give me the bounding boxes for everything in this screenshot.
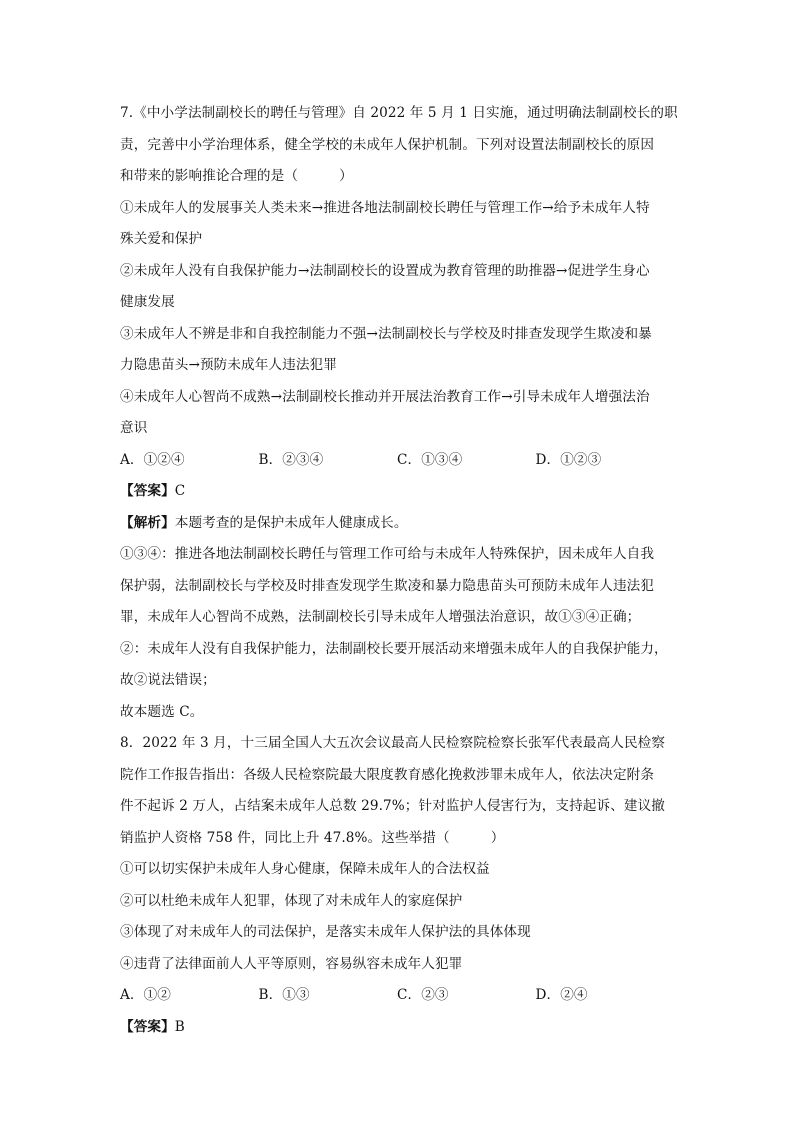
analysis-text-line: ②：未成年人没有自我保护能力，法制副校长要开展活动来增强未成年人的自我保护能力， <box>120 640 668 657</box>
analysis-text-line: 故本题选 C。 <box>120 703 204 720</box>
question-stem-line: 件不起诉 2 万人，占结案未成年人总数 29.7%；针对监护人侵害行为，支持起诉、建议撤 <box>120 798 665 814</box>
answer-value: B <box>174 1018 185 1035</box>
question-stem-line: 院作工作报告指出：各级人民检察院最大限度教育感化挽救涉罪未成年人，依法决定附条 <box>120 766 655 783</box>
option-d: D．①②③ <box>535 451 602 468</box>
statement-line: ②可以杜绝未成年人犯罪，体现了对未成年人的家庭保护 <box>120 892 463 909</box>
option-c: C．②③ <box>397 987 449 1003</box>
statement-line: ③未成年人不辨是非和自我控制能力不强→法制副校长与学校及时排查发现学生欺凌和暴 <box>120 325 652 342</box>
question-stem-line: 责，完善中小学治理体系，健全学校的未成年人保护机制。下列对设置法制副校长的原因 <box>120 136 655 153</box>
analysis-text-line: 保护弱，法制副校长与学校及时排查发现学生欺凌和暴力隐患苗头可预防未成年人违法犯 <box>120 577 655 594</box>
analysis-line <box>120 508 680 540</box>
statement-line: ④未成年人心智尚不成熟→法制副校长推动并开展法治教育工作→引导未成年人增强法治 <box>120 388 650 405</box>
question-stem-line: 8．2022 年 3 月，十三届全国人大五次会议最高人民检察院检察长张军代表最高人民检察 <box>120 735 666 751</box>
answer-options <box>120 980 680 1012</box>
question-7 <box>120 98 680 728</box>
document-page <box>120 98 680 1043</box>
statement-line: ①未成年人的发展事关人类未来→推进各地法制副校长聘任与管理工作→给予未成年人特 <box>120 199 650 216</box>
statement-line: 意识 <box>120 420 148 436</box>
question-stem-line: 7.《中小学法制副校长的聘任与管理》自 2022 年 5 月 1 日实施，通过明确法制副校长的职 <box>120 105 678 121</box>
analysis-label: 【解析】 <box>120 514 175 531</box>
answer-options <box>120 445 680 477</box>
option-a: A．①② <box>120 987 171 1003</box>
question-stem-line: 和带来的影响推论合理的是（ ） <box>120 168 353 184</box>
answer-label: 【答案】 <box>120 1018 175 1035</box>
answer-line <box>120 476 680 508</box>
question-8 <box>120 728 680 1043</box>
option-a: A．①②④ <box>120 451 185 468</box>
option-c: C．①③④ <box>397 451 463 468</box>
analysis-intro: 本题考查的是保护未成年人健康成长。 <box>174 514 408 531</box>
statement-line: 殊关爱和保护 <box>120 231 203 247</box>
statement-line: ④违背了法律面前人人平等原则，容易纵容未成年人犯罪 <box>120 955 463 972</box>
option-b: B．②③④ <box>258 451 324 468</box>
statement-line: ③体现了对未成年人的司法保护，是落实未成年人保护法的具体体现 <box>120 924 531 940</box>
answer-value: C <box>174 483 186 499</box>
option-d: D．②④ <box>535 987 588 1003</box>
analysis-text-line: 罪，未成年人心智尚不成熟，法制副校长引导未成年人增强法治意识，故①③④正确； <box>120 609 641 625</box>
statement-line: ②未成年人没有自我保护能力→法制副校长的设置成为教育管理的助推器→促进学生身心 <box>120 262 650 279</box>
statement-line: 健康发展 <box>120 294 175 310</box>
question-stem-line: 销监护人资格 758 件，同比上升 47.8%。这些举措（ ） <box>120 829 505 846</box>
answer-line <box>120 1012 680 1044</box>
analysis-text-line: 故②说法错误； <box>120 672 216 688</box>
statement-line: ①可以切实保护未成年人身心健康，保障未成年人的合法权益 <box>120 861 490 877</box>
statement-line: 力隐患苗头→预防未成年人违法犯罪 <box>120 357 337 373</box>
analysis-text-line: ①③④：推进各地法制副校长聘任与管理工作可给与未成年人特殊保护，因未成年人自我 <box>120 546 655 562</box>
answer-label: 【答案】 <box>120 483 175 499</box>
option-b: B．①③ <box>258 987 310 1003</box>
